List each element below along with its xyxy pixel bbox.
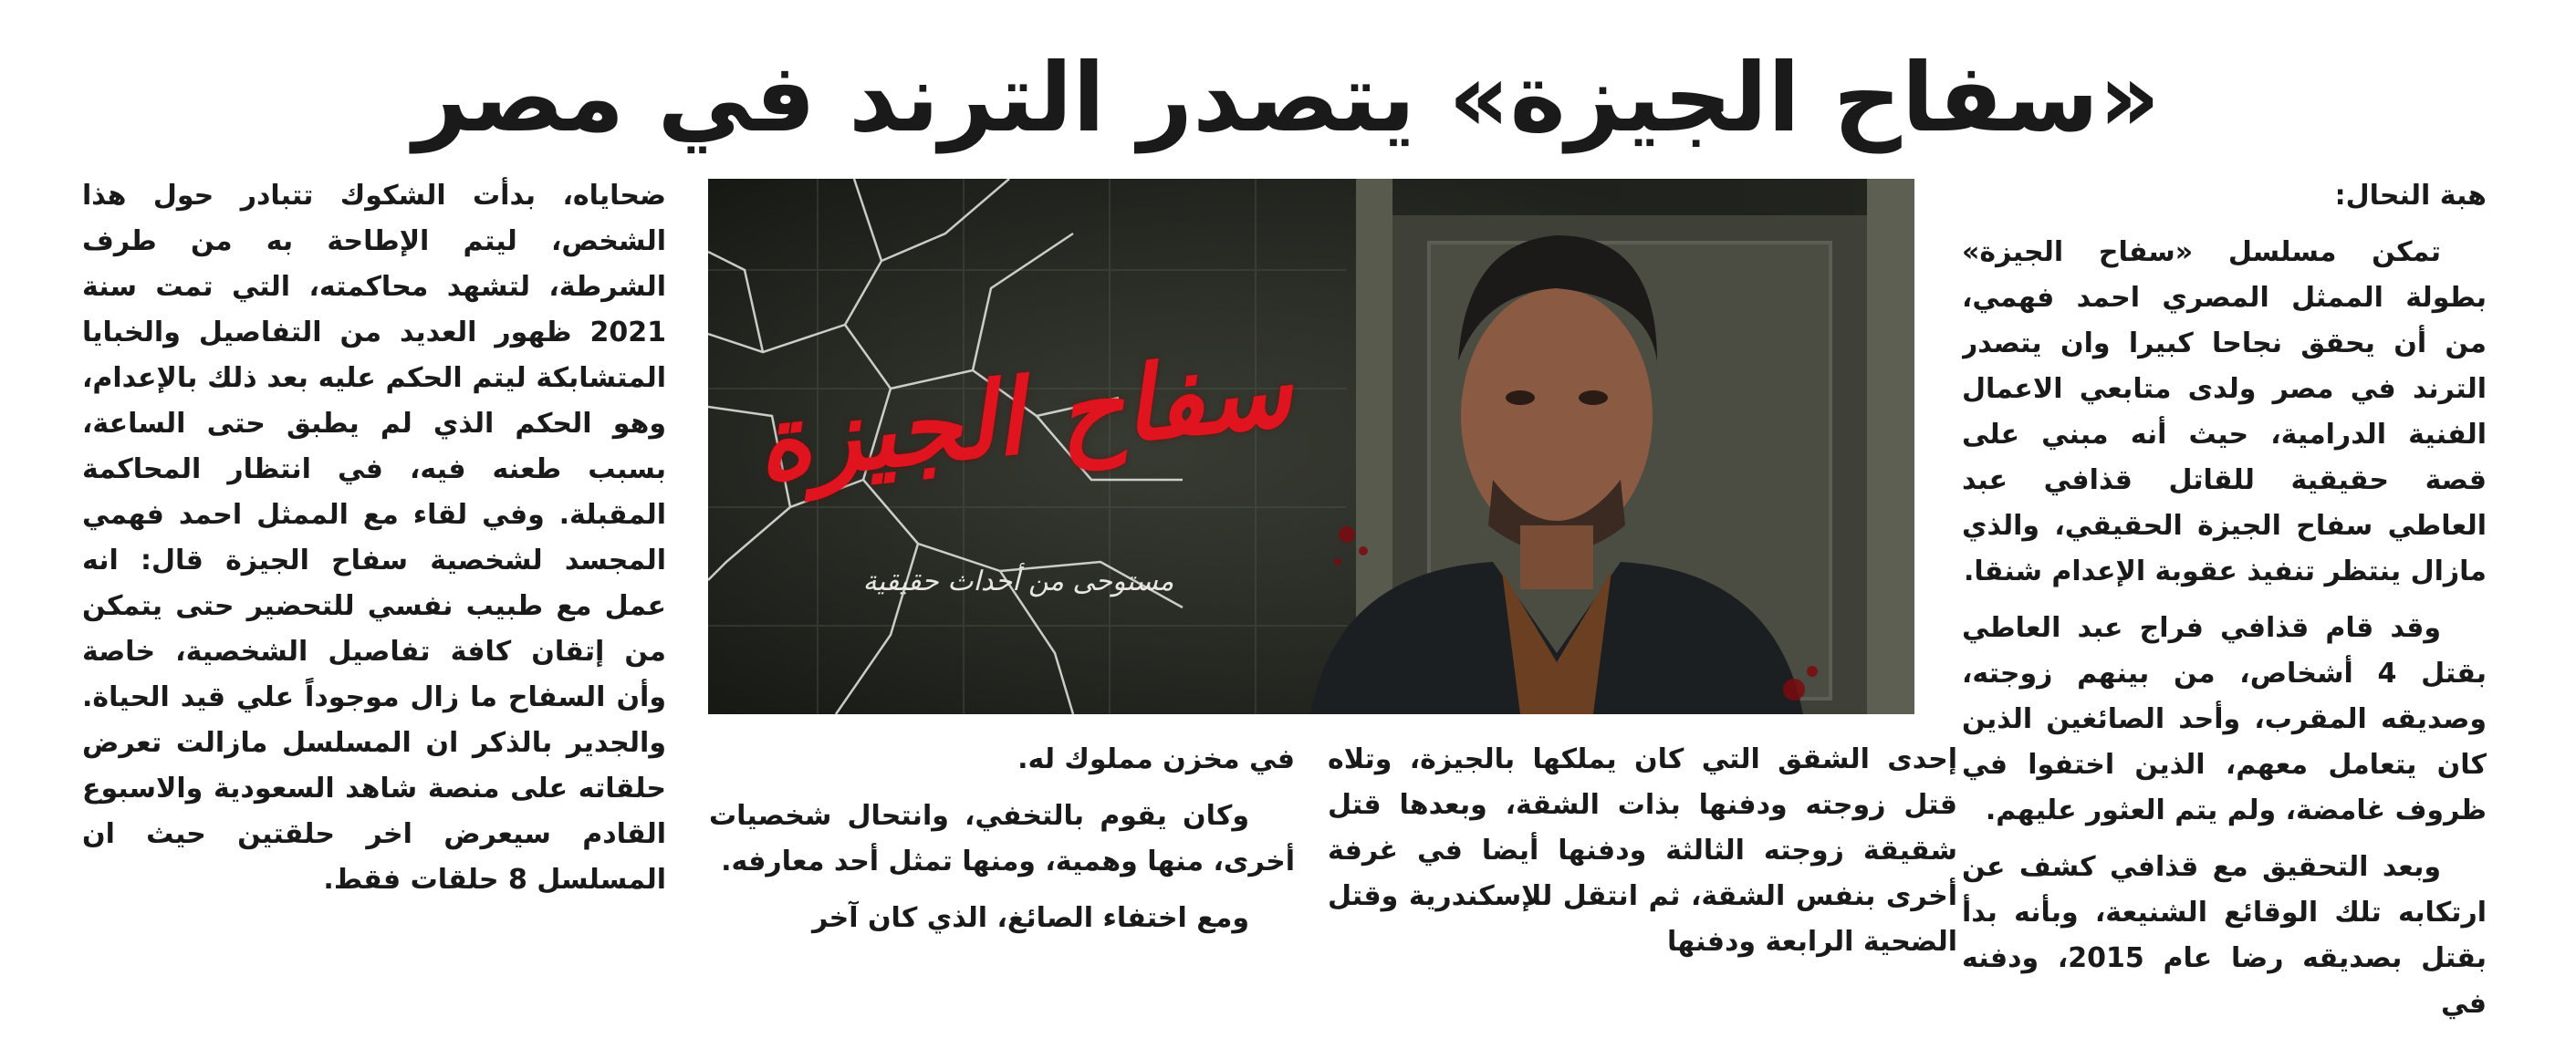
series-poster-photo	[708, 179, 1914, 714]
paragraph: في مخزن مملوك له.	[1017, 743, 1295, 775]
paragraph: وبعد التحقيق مع قذافي كشف عن ارتكابه تلك الوقائع الشنيعة، وبأنه بدأ بقتل بصديقه رضا عام 2015، ودفنه في	[1962, 851, 2487, 1020]
article-column-mid-right	[1328, 737, 1957, 1038]
poster-subtitle: مستوحى من أحداث حقيقية	[862, 566, 1174, 597]
paragraph: ضحاياه، بدأت الشكوك تتبادر حول هذا الشخص، ليتم الإطاحة به من طرف الشرطة، لتشهد محاكمته، التي تمت سنة 2021 ظهور العديد من التفاصيل والخبايا المتشابكة ليتم الحكم عليه بعد ذلك بالإعدام، وهو الحكم الذي لم يطبق حتى الساعة، بسبب طعنه فيه، في انتظار المحاكمة المقبلة. وفي لقاء مع الممثل احمد فهمي المجسد لشخصية سفاح الجيزة قال: انه عمل مع طبيب نفسي للتحضير حتى يتمكن من إتقان كافة تفاصيل الشخصية، خاصة وأن السفاح ما زال موجوداً علي قيد الحياة. والجدير بالذكر ان المسلسل مازالت تعرض حلقاته على منصة شاهد السعودية والاسبوع القادم سيعرض اخر حلقتين حيث ان المسلسل 8 حلقات فقط.	[82, 180, 666, 896]
article-column-left	[82, 173, 666, 1040]
author-byline: هبة النحال:	[2334, 180, 2487, 212]
paragraph: وقد قام قذافي فراج عبد العاطي بقتل 4 أشخاص، من بينهم زوجته، وصديقه المقرب، وأحد الصائغين الذين كان يتعامل معهم، الذين اختفوا في ظروف غامضة، ولم يتم العثور عليهم.	[1962, 612, 2487, 826]
paragraph: إحدى الشقق التي كان يملكها بالجيزة، وتلاه قتل زوجته ودفنها بذات الشقة، وبعدها قتل شقيقة زوجته الثالثة ودفنها أيضا في غرفة أخرى بنفس الشقة، ثم انتقل للإسكندرية وقتل الضحية الرابعة ودفنها	[1328, 743, 1957, 958]
paragraph: تمكن مسلسل «سفاح الجيزة» بطولة الممثل المصري احمد فهمي، من أن يحقق نجاحا كبيرا وان يتصدر الترند في مصر ولدى متابعي الاعمال الفنية الدرامية، حيث أنه مبني على قصة حقيقية للقاتل قذافي عبد العاطي سفاح الجيزة الحقيقي، والذي مازال ينتظر تنفيذ عقوبة الإعدام شنقا.	[1962, 236, 2487, 587]
article-headline: «سفاح الجيزة» يتصدر الترند في مصر	[412, 42, 2161, 153]
paragraph: ومع اختفاء الصائغ، الذي كان آخر	[811, 902, 1249, 934]
poster-title: سفاح الجيزة	[751, 329, 1298, 504]
article-column-mid-left	[709, 737, 1295, 1038]
paragraph: وكان يقوم بالتخفي، وانتحال شخصيات أخرى، منها وهمية، ومنها تمثل أحد معارفه.	[709, 800, 1295, 877]
article-column-right	[1962, 173, 2487, 1040]
